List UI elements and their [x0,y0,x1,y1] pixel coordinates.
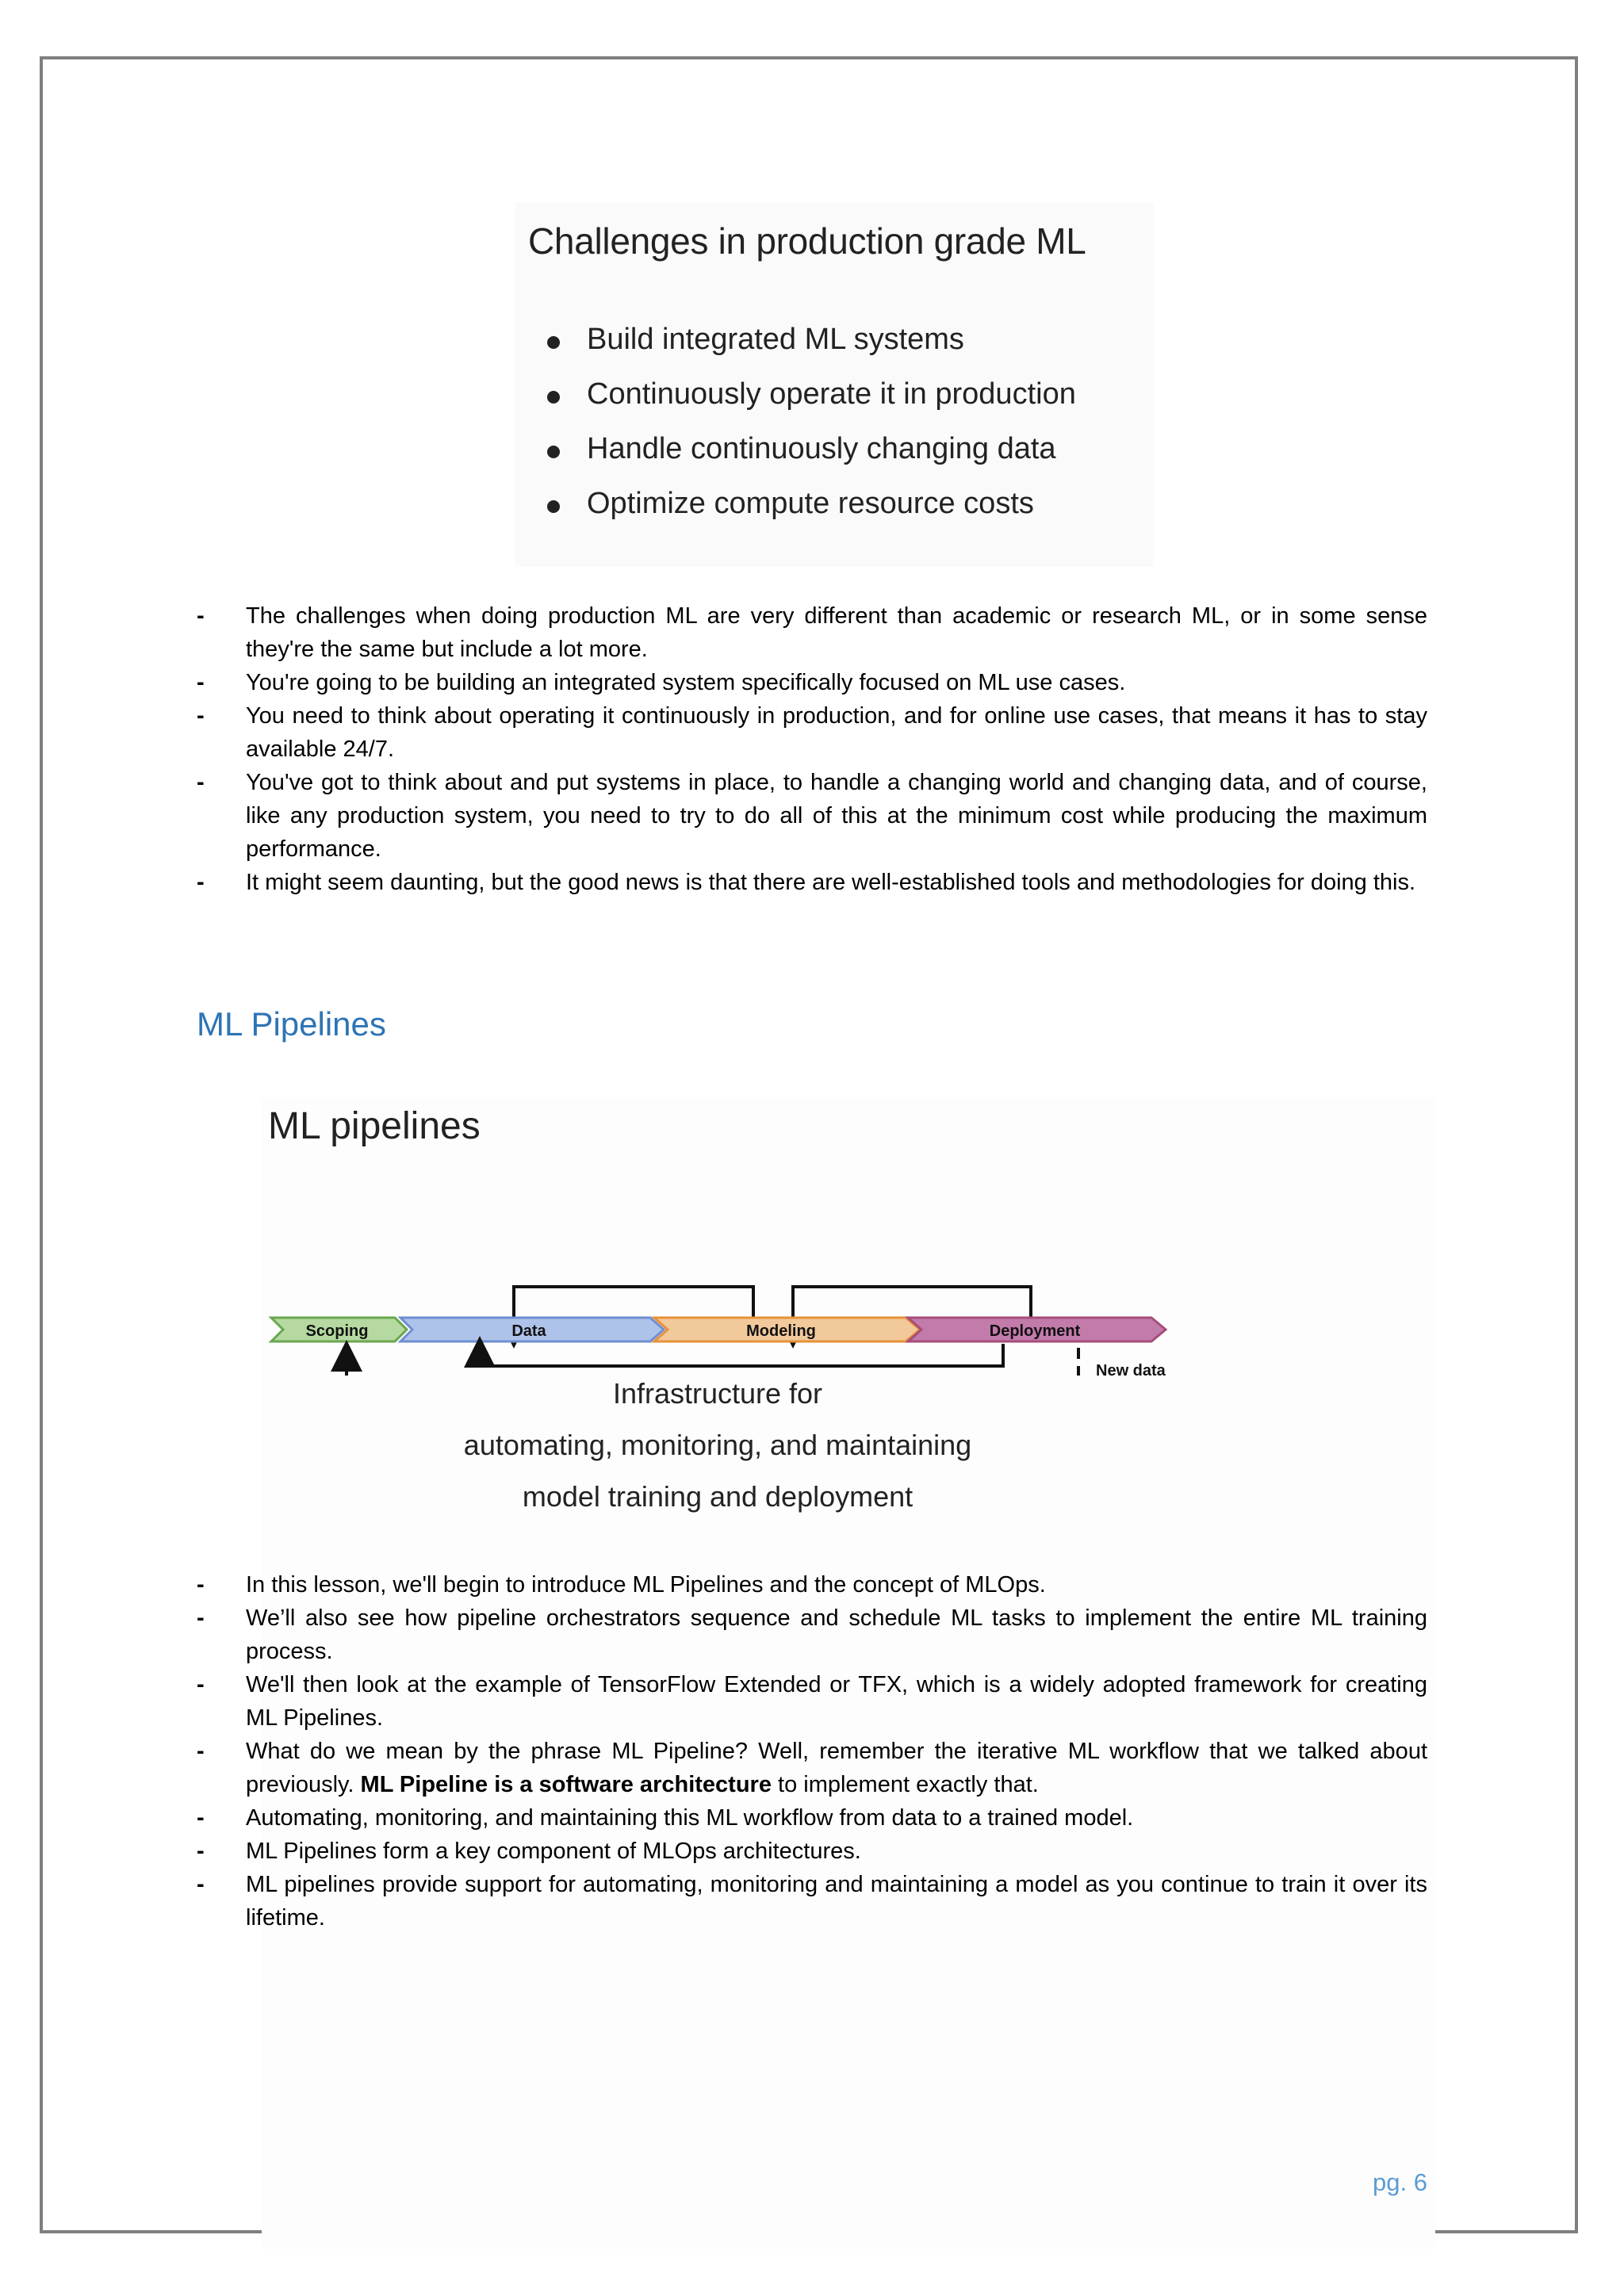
note-item: - We’ll also see how pipeline orchestrators sequence and schedule ML tasks to implement the entire ML training process. [197,1605,1427,1664]
bullet-dot-icon [547,391,560,404]
note-item: - You need to think about operating it continuously in production, and for online use cases, that means it has to stay available 24/7. [197,703,1427,762]
caption-line: model training and deployment [522,1480,914,1513]
challenges-list [547,323,1076,541]
note-item: - We'll then look at the example of TensorFlow Extended or TFX, which is a widely adopted framework for creating ML Pipelines. [197,1672,1427,1731]
note-item: - You're going to be building an integrated system specifically focused on ML use cases. [197,670,1126,695]
deployment-to-data-loop [480,1344,1003,1366]
note-item: - The challenges when doing production ML are very different than academic or research ML, or in some sense they're the same but include a lot more. [197,603,1427,662]
note-item: - ML Pipelines form a key component of MLOps architectures. [197,1839,861,1864]
ml-pipeline-diagram [262,1201,1213,1376]
new-data-label: New data [1096,1362,1166,1376]
challenges-notes [197,599,1427,899]
section-heading: ML Pipelines [197,1005,386,1043]
note-item: - You've got to think about and put systems in place, to handle a changing world and changing data, and of course, like any production system, you need to try to do all of this at the minimum cost while producing the maximum performance. [197,770,1427,862]
challenges-slide [515,202,1154,567]
challenge-item: Handle continuously changing data [547,432,1076,487]
bullet-dot-icon [547,336,560,349]
pipelines-notes [197,1568,1427,1934]
challenge-item: Optimize compute resource costs [547,487,1076,541]
new-data-loop [347,1348,1078,1376]
bullet-dot-icon [547,500,560,513]
challenges-slide-title: Challenges in production grade ML [528,220,1086,262]
note-item: - What do we mean by the phrase ML Pipeline? Well, remember the iterative ML workflow that we talked about previously. ML Pipeline is a software architecture to implement exactly that. [197,1739,1427,1797]
ml-pipelines-slide-title: ML pipelines [268,1105,481,1147]
note-item: - Automating, monitoring, and maintaining this ML workflow from data to a trained model. [197,1805,1134,1831]
caption-line: Infrastructure for [612,1377,823,1410]
challenge-item: Build integrated ML systems [547,323,1076,377]
note-item: - ML pipelines provide support for automating, monitoring and maintaining a model as you continue to train it over its lifetime. [197,1872,1427,1931]
stage-data-label: Data [511,1322,546,1340]
note-item: - It might seem daunting, but the good news is that there are well-established tools and methodologies for doing this. [197,870,1416,895]
note-item: - In this lesson, we'll begin to introduce ML Pipelines and the concept of MLOps. [197,1572,1046,1598]
stage-deployment-label: Deployment [989,1322,1081,1340]
challenge-item: Continuously operate it in production [547,377,1076,432]
stage-modeling-label: Modeling [746,1322,816,1340]
bold-phrase: ML Pipeline is a software architecture [360,1772,772,1797]
page-number: pg. 6 [1373,2168,1427,2196]
bullet-dot-icon [547,446,560,458]
stage-scoping-label: Scoping [305,1322,369,1340]
caption-line: automating, monitoring, and maintaining [463,1429,972,1461]
